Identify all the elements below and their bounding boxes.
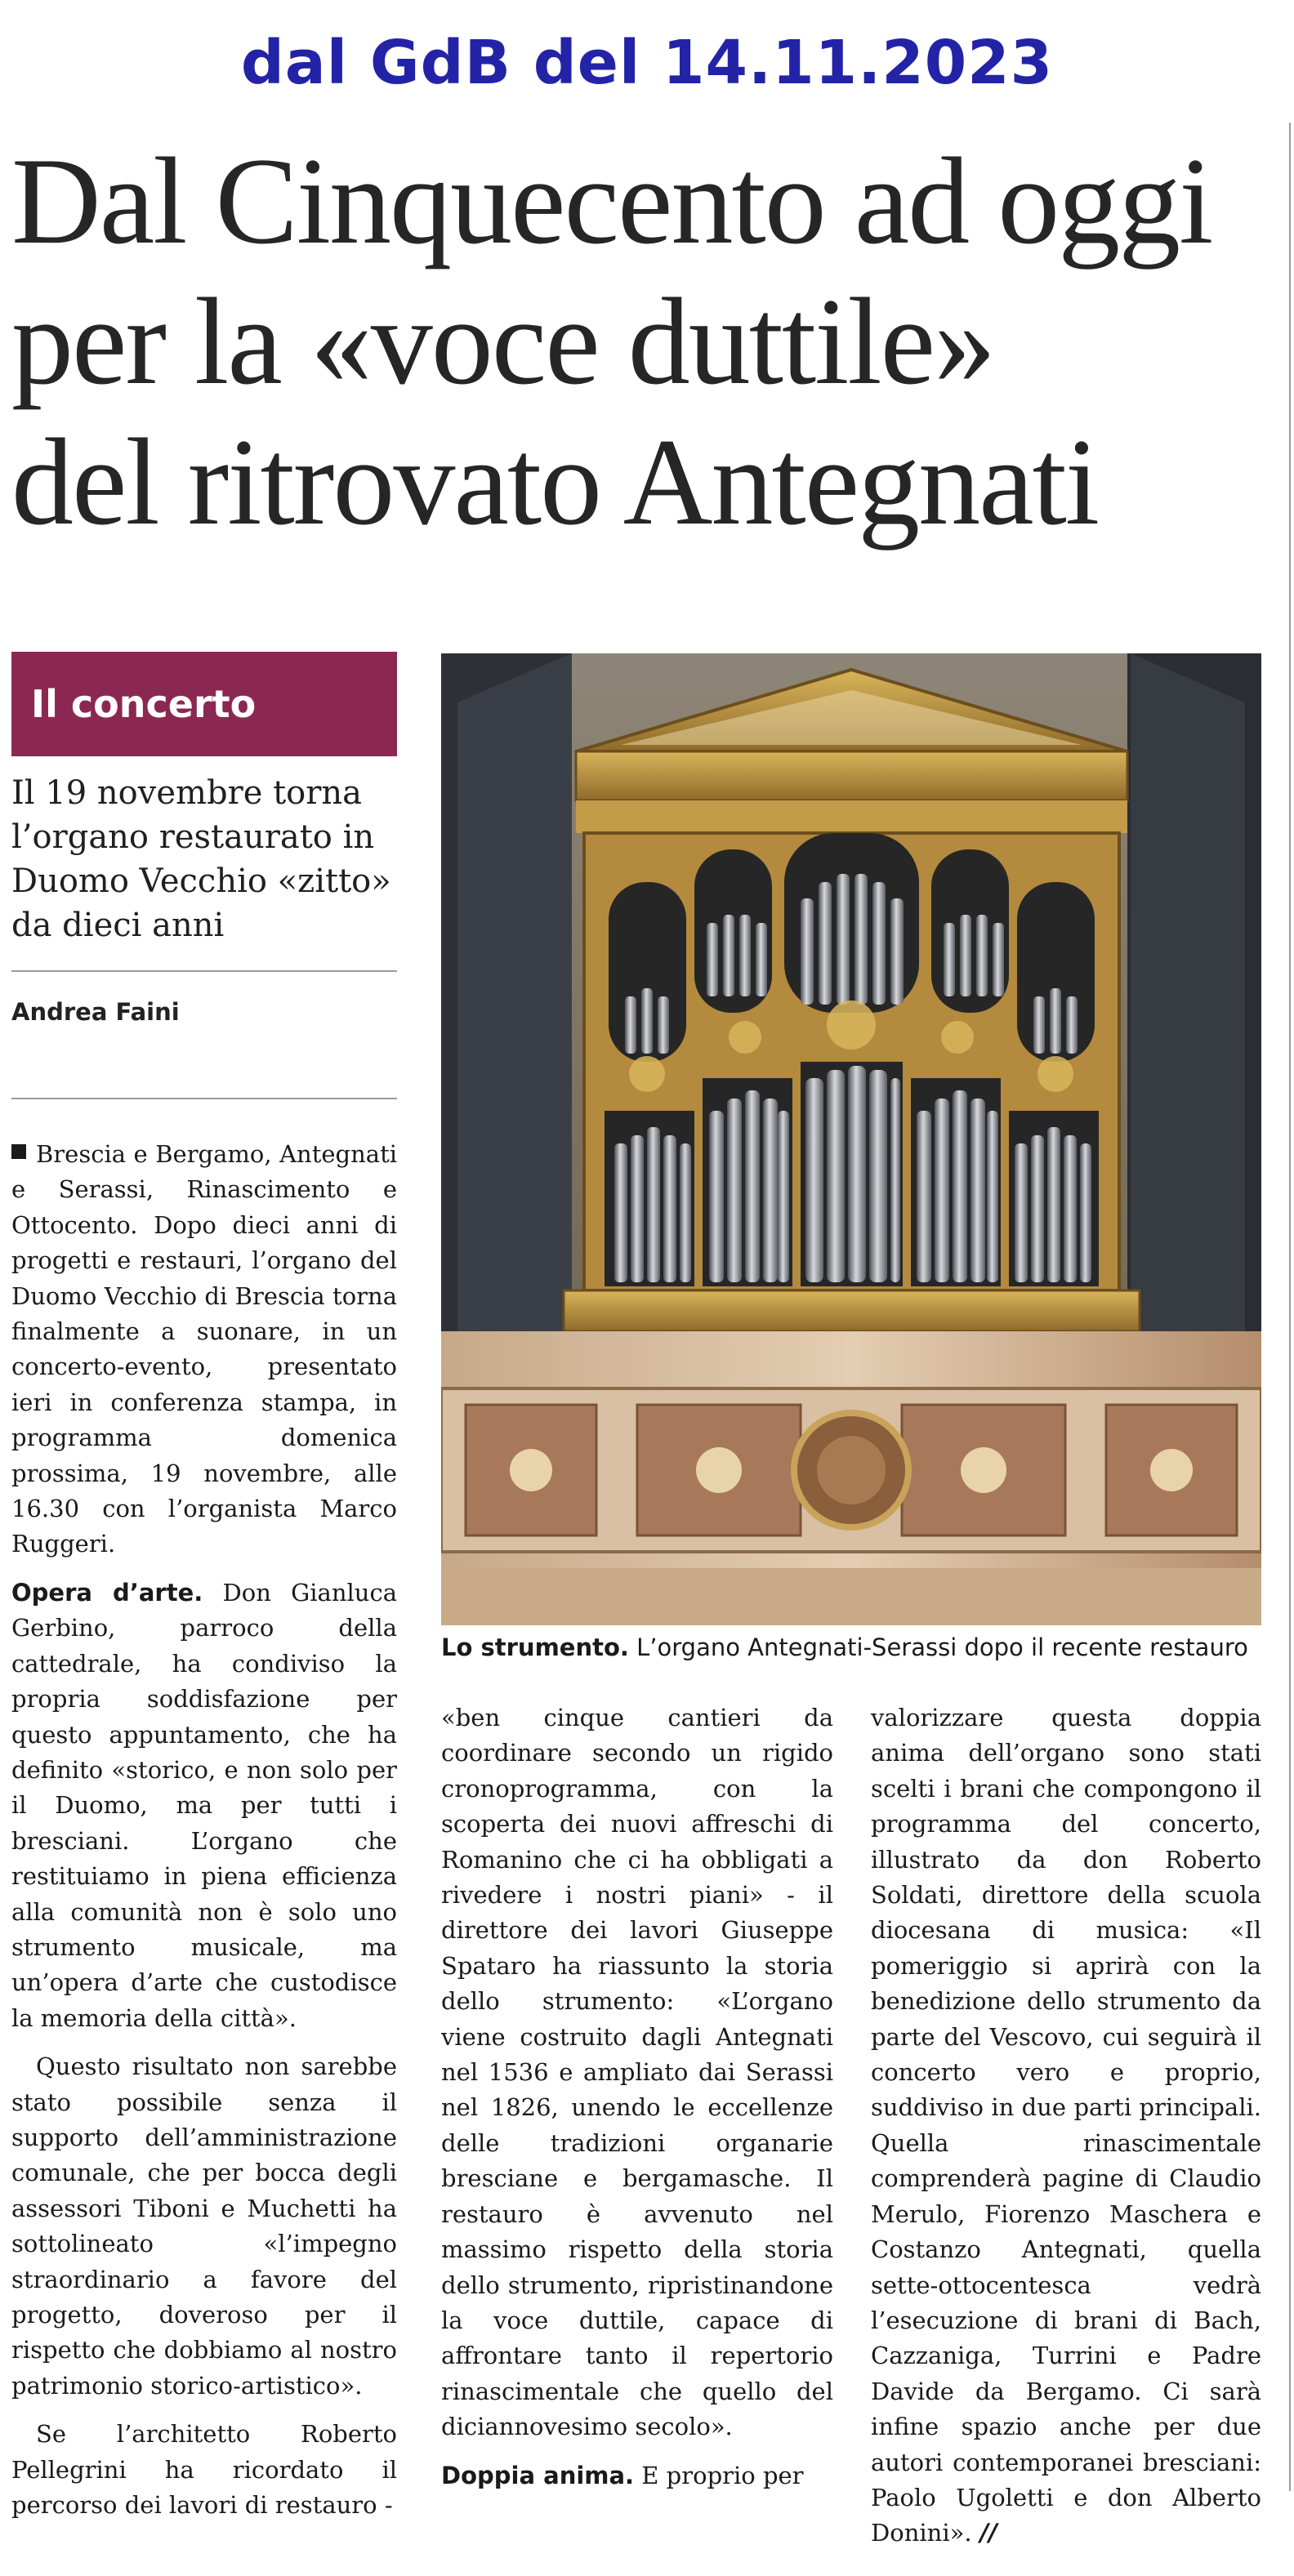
lead-bullet-icon xyxy=(11,1144,26,1159)
headline xyxy=(11,131,1286,552)
kicker-label: Il concerto xyxy=(31,682,257,726)
page-edge xyxy=(1289,123,1291,2491)
photo-caption xyxy=(441,1633,1261,1661)
lead-paragraph xyxy=(11,1137,397,1562)
headline-line-2: per la «voce duttile» xyxy=(11,273,995,410)
article-column-3 xyxy=(871,1700,1261,2565)
section2-paragraph-1a xyxy=(441,2458,833,2494)
kicker-box xyxy=(11,652,397,756)
section1-paragraph-1 xyxy=(11,1575,397,2036)
divider-top xyxy=(11,970,397,972)
section1-heading: Opera d’arte. xyxy=(11,1578,203,1607)
caption-label: Lo strumento. xyxy=(441,1633,629,1661)
article-column-2 xyxy=(441,1700,833,2507)
end-mark: // xyxy=(971,2519,997,2547)
section1-paragraph-3b: «ben cinque cantieri da coordinare secondo un rigido cronoprogramma, con la scoperta dei nuovi affreschi di Romanino che ci ha obbligati a rivedere i nostri piani» - il direttore dei lavori Giuseppe Spataro ha riassunto la storia dello strumento: «L’organo viene costruito dagli Antegnati nel 1536 e ampliato dai Serassi nel 1826, unendo le eccellenze delle tradizioni organarie bresciane e bergamasche. Il restauro è avvenuto nel massimo rispetto della storia dello strumento, ripristinandone la voce duttile, capace di affrontare tanto il repertorio rinascimentale che quello del diciannovesimo secolo». xyxy=(441,1704,833,2441)
byline: Andrea Faini xyxy=(11,998,180,1026)
headline-line-3: del ritrovato Antegnati xyxy=(11,413,1099,550)
section2-paragraph-1b xyxy=(871,1700,1261,2551)
headline-line-1: Dal Cinquecento ad oggi xyxy=(11,132,1212,270)
section1-paragraph-3a: Se l’architetto Roberto Pellegrini ha ricordato il percorso dei lavori di restauro - xyxy=(11,2420,397,2520)
organ-illustration xyxy=(441,653,1261,1625)
divider-bottom xyxy=(11,1098,397,1099)
lead-text: Brescia e Bergamo, Antegnati e Serassi, Rinascimento e Ottocento. Dopo dieci anni di progetti e restauri, l’organo del Duomo Vecchio di Brescia torna finalmente a suonare, in un concerto-evento, presentato ieri in conferenza stampa, in programma domenica prossima, 19 novembre, alle 16.30 con l’organista Marco Ruggeri. xyxy=(11,1140,397,1558)
section2-p1b-text: valorizzare questa doppia anima dell’organo sono stati scelti i brani che compongono il programma del concerto, illustrato da don Roberto Soldati, direttore della scuola diocesana di musica: «Il pomeriggio si aprirà con la benedizione dello strumento da parte del Vescovo, cui seguirà il concerto vero e proprio, suddiviso in due parti principali. Quella rinascimentale comprenderà pagine di Claudio Merulo, Fiorenzo Maschera e Costanzo Antegnati, quella sette-ottocentesca vedrà l’esecuzione di brani di Bach, Cazzaniga, Turrini e Padre Davide da Bergamo. Ci sarà infine spazio anche per due autori contemporanei bresciani: Paolo Ugoletti e don Alberto Donini». xyxy=(871,1704,1261,2547)
section1-p1-text: Don Gianluca Gerbino, parroco della cattedrale, ha condiviso la propria soddisfazione per questo appuntamento, che ha definito «storico, e non solo per il Duomo, ma per tutti i bresciani. L’organo che restituiamo in piena efficienza alla comunità non è solo uno strumento musicale, ma un’opera d’arte che custodisce la memoria della città». xyxy=(11,1578,398,2032)
section2-p1a-text: E proprio per xyxy=(634,2461,804,2489)
section2-heading: Doppia anima. xyxy=(441,2461,635,2489)
source-stamp: dal GdB del 14.11.2023 xyxy=(240,28,1054,98)
subhead: Il 19 novembre torna l’organo restaurato in Duomo Vecchio «zitto» da dieci anni xyxy=(11,774,391,944)
organ-photo xyxy=(441,653,1261,1625)
caption-text: L’organo Antegnati-Serassi dopo il recente restauro xyxy=(628,1633,1248,1661)
section1-paragraph-2: Questo risultato non sarebbe stato possibile senza il supporto dell’amministrazione comunale, che per bocca degli assessori Tiboni e Muchetti ha sottolineato «l’impegno straordinario a favore del progetto, doveroso per il rispetto che dobbiamo al nostro patrimonio storico-artistico». xyxy=(11,2052,397,2400)
article-column-1 xyxy=(11,1137,397,2536)
